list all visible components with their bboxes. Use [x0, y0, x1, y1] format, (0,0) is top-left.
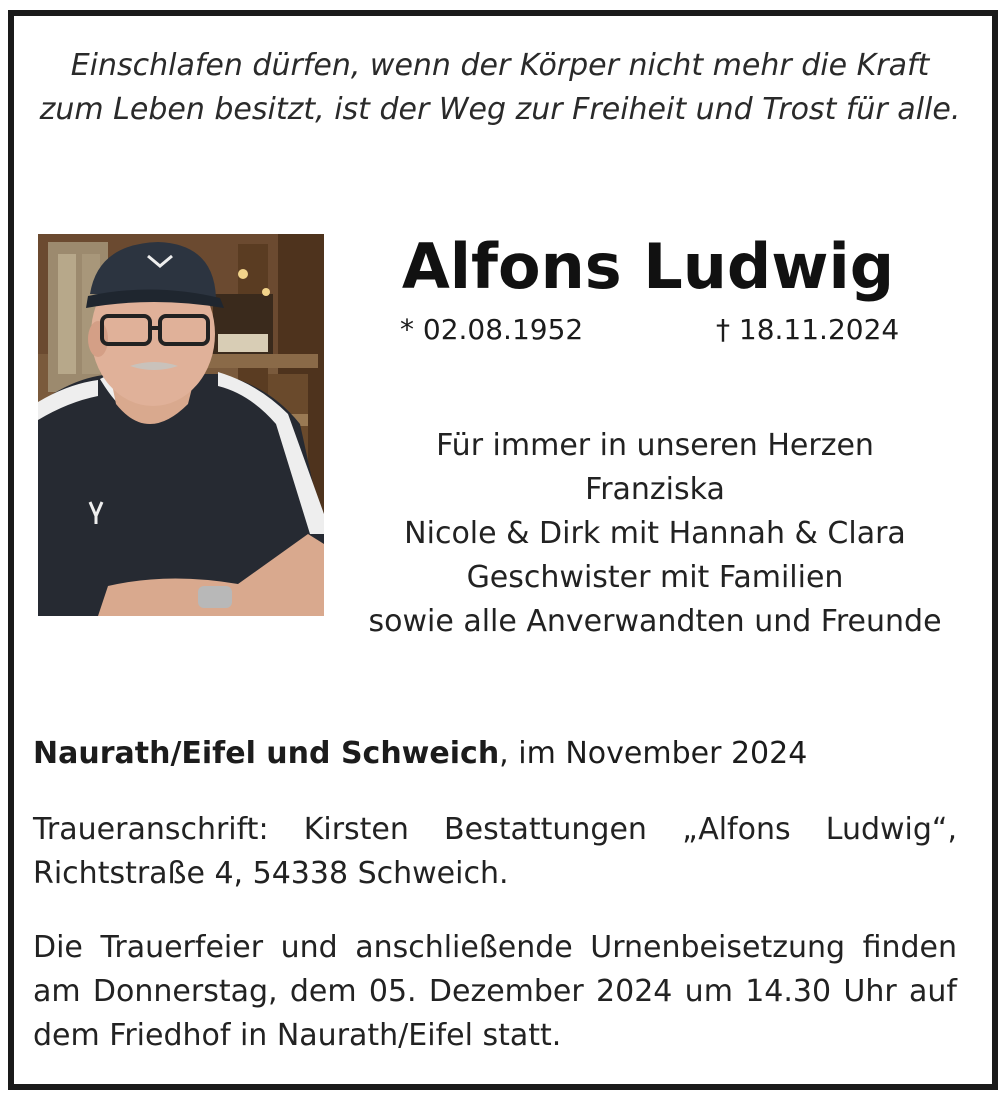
address-line-2: Richtstraße 4, 54338 Schweich. — [33, 856, 509, 891]
mourner-line: Für immer in unseren Herzen — [436, 428, 874, 463]
place-names: Naurath/Eifel und Schweich — [33, 736, 500, 771]
mourner-line: Nicole & Dirk mit Hannah & Clara — [404, 516, 906, 551]
condolence-address — [33, 808, 957, 896]
portrait-photo — [38, 234, 324, 616]
address-line-1: Traueranschrift: Kirsten Bestattungen „Alfons Ludwig“, — [33, 812, 957, 847]
ceremony-line-3: dem Friedhof in Naurath/Eifel statt. — [33, 1018, 562, 1053]
ceremony-line-2: am Donnerstag, dem 05. Dezember 2024 um 14.30 Uhr auf — [33, 974, 957, 1009]
quote-line-2: zum Leben besitzt, ist der Weg zur Freiheit und Trost für alle. — [39, 92, 961, 127]
portrait-illustration — [38, 234, 324, 616]
memorial-quote — [0, 44, 1000, 132]
place-date-line — [33, 732, 807, 776]
ceremony-info — [33, 926, 957, 1058]
mourners-list — [330, 424, 980, 644]
birth-date: * 02.08.1952 — [400, 313, 584, 346]
mourner-line: Franziska — [585, 472, 725, 507]
deceased-name: Alfons Ludwig — [401, 230, 895, 303]
place-date: , im November 2024 — [499, 736, 808, 771]
quote-line-1: Einschlafen dürfen, wenn der Körper nicht mehr die Kraft — [70, 48, 930, 83]
ceremony-line-1: Die Trauerfeier und anschließende Urnenbeisetzung finden — [33, 930, 957, 965]
death-date: † 18.11.2024 — [716, 313, 900, 346]
mourner-line: sowie alle Anverwandten und Freunde — [368, 604, 942, 639]
mourner-line: Geschwister mit Familien — [466, 560, 844, 595]
